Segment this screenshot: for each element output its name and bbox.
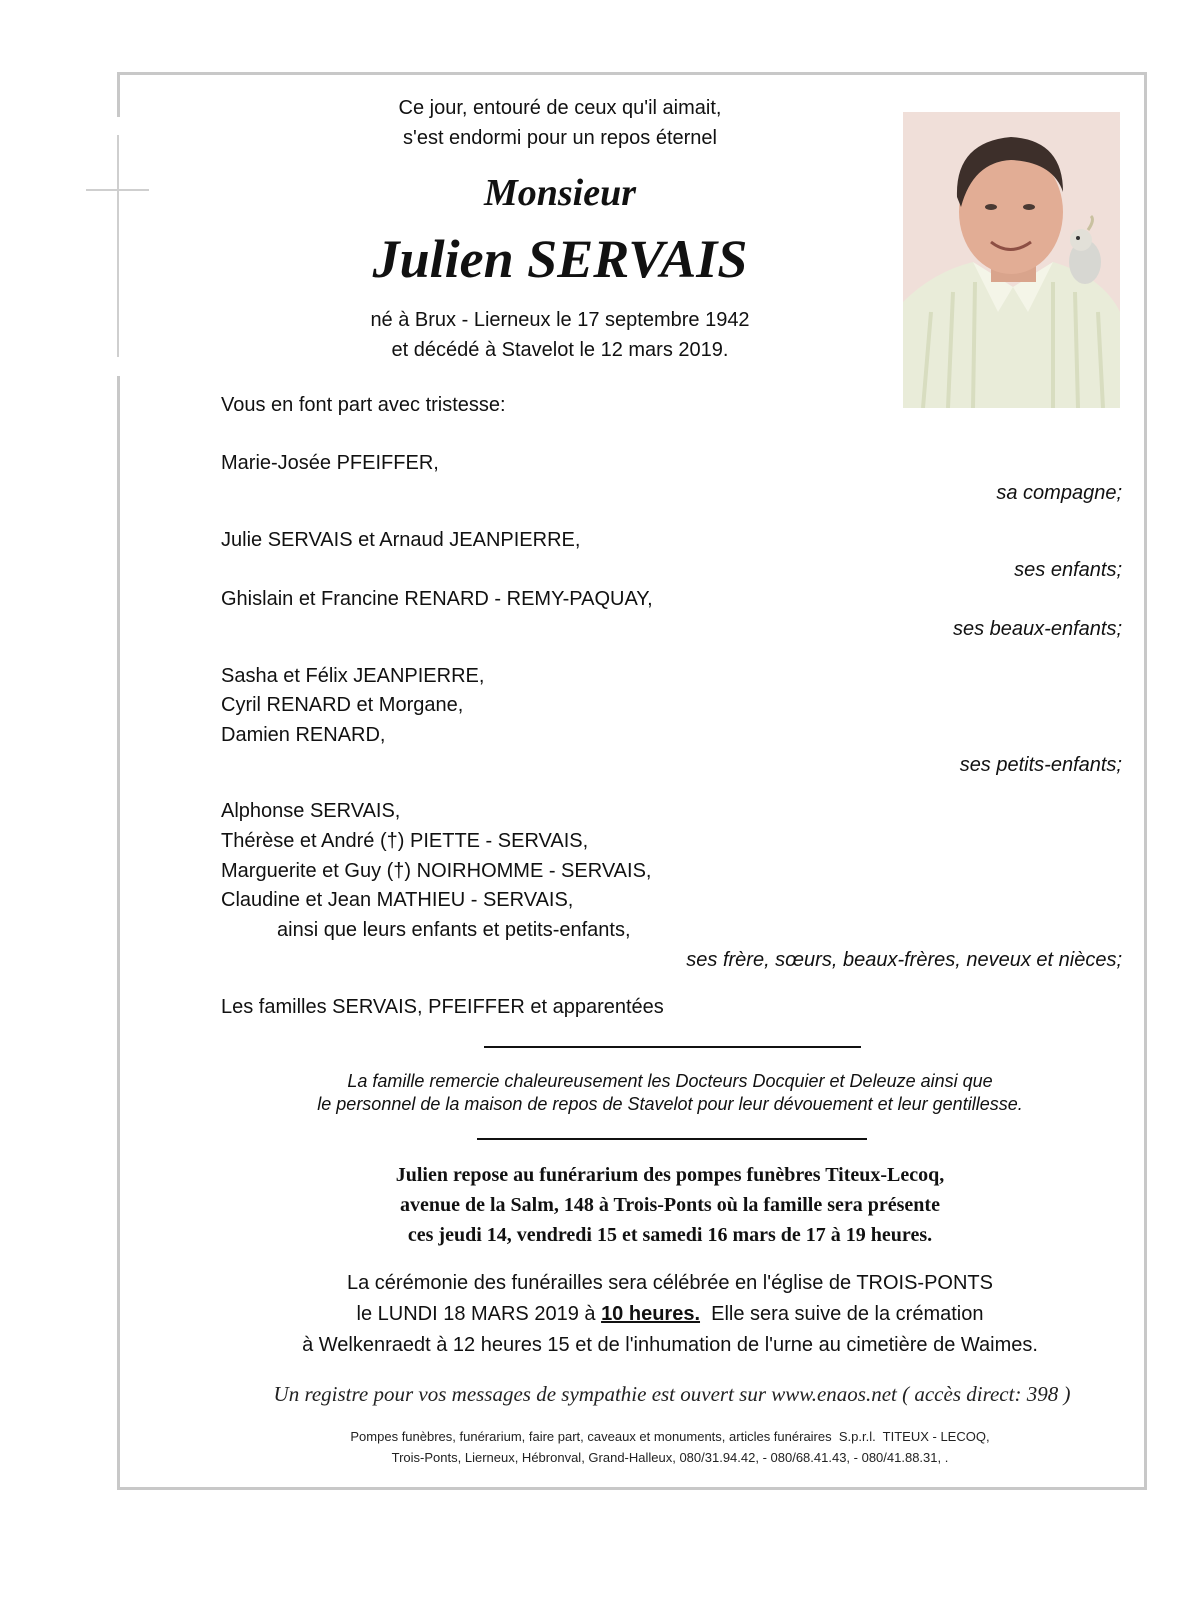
family-line: Thérèse et André (†) PIETTE - SERVAIS, [221,830,589,852]
family-line: Cyril RENARD et Morgane, [221,694,464,716]
relation-label: ses beaux-enfants; [953,618,1122,640]
border-right [1144,72,1147,1490]
relation-label: ses enfants; [1014,559,1122,581]
border-left-top [117,72,120,117]
family-line: Marguerite et Guy (†) NOIRHOMME - SERVAIS, [221,860,652,882]
ceremony-hour: 10 heures. [601,1303,701,1325]
family-line: Marie-Josée PFEIFFER, [221,452,439,474]
funerarium-info [220,1160,1120,1250]
family-line: ainsi que leurs enfants et petits-enfants, [277,919,631,941]
ceremony-line: La cérémonie des funérailles sera célébrée en l'église de TROIS-PONTS [347,1272,993,1294]
relation-label: sa compagne; [996,482,1122,504]
family-line: Sasha et Félix JEANPIERRE, [221,665,485,687]
divider [484,1046,861,1048]
funerarium-line: Julien repose au funérarium des pompes funèbres Titeux-Lecoq, [395,1164,945,1186]
funerarium-line: avenue de la Salm, 148 à Trois-Ponts où la famille sera présente [400,1194,940,1216]
thanks-text [220,1070,1120,1116]
announcement-text: Vous en font part avec tristesse: [221,394,506,416]
birth-death-info [300,305,820,365]
ceremony-line [220,1299,1120,1330]
family-line: Claudine et Jean MATHIEU - SERVAIS, [221,889,574,911]
funerarium-line: ces jeudi 14, vendredi 15 et samedi 16 mars de 17 à 19 heures. [407,1224,933,1246]
deceased-name: Julien SERVAIS [372,229,748,289]
ceremony-info [220,1268,1120,1361]
relation-label: ses frère, sœurs, beaux-frères, neveux et nièces; [686,949,1122,971]
portrait-photo [903,112,1120,408]
border-top [117,72,1147,75]
border-left-bottom [117,376,120,1490]
portrait-photo-icon [903,112,1120,408]
intro-text [320,93,800,153]
family-line: Les familles SERVAIS, PFEIFFER et apparentées [221,996,664,1018]
thanks-line: le personnel de la maison de repos de Stavelot pour leur dévouement et leur gentillesse. [317,1094,1023,1114]
relation-label: ses petits-enfants; [959,754,1122,776]
title: Monsieur [483,172,637,214]
family-line: Julie SERVAIS et Arnaud JEANPIERRE, [221,529,581,551]
ceremony-followup: Elle sera suive de la crémation [700,1303,984,1325]
intro-line: s'est endormi pour un repos éternel [403,127,717,149]
registry-text: Un registre pour vos messages de sympathie est ouvert sur www.enaos.net ( accès direct: 398 ) [273,1382,1071,1406]
ceremony-date: le LUNDI 18 MARS 2019 à [356,1303,602,1325]
border-bottom [117,1487,1147,1490]
footer-line: Pompes funèbres, funérarium, faire part, caveaux et monuments, articles funéraires S.p.r.l. TITEUX - LECOQ, [350,1429,990,1444]
birth-line: né à Brux - Lierneux le 17 septembre 1942 [370,309,750,331]
funeral-home-footer [220,1426,1120,1468]
family-line: Alphonse SERVAIS, [221,800,401,822]
footer-line: Trois-Ponts, Lierneux, Hébronval, Grand-Halleux, 080/31.94.42, - 080/68.41.43, - 080/41.88.31, . [391,1450,949,1465]
ceremony-line: à Welkenraedt à 12 heures 15 et de l'inhumation de l'urne au cimetière de Waimes. [302,1334,1038,1356]
divider [477,1138,867,1140]
family-line: Damien RENARD, [221,724,386,746]
intro-line: Ce jour, entouré de ceux qu'il aimait, [398,97,722,119]
cross-icon-vertical [117,135,119,357]
cross-icon-horizontal [86,189,149,191]
thanks-line: La famille remercie chaleureusement les Docteurs Docquier et Deleuze ainsi que [347,1071,993,1091]
family-line: Ghislain et Francine RENARD - REMY-PAQUAY, [221,588,653,610]
death-line: et décédé à Stavelot le 12 mars 2019. [391,339,729,361]
